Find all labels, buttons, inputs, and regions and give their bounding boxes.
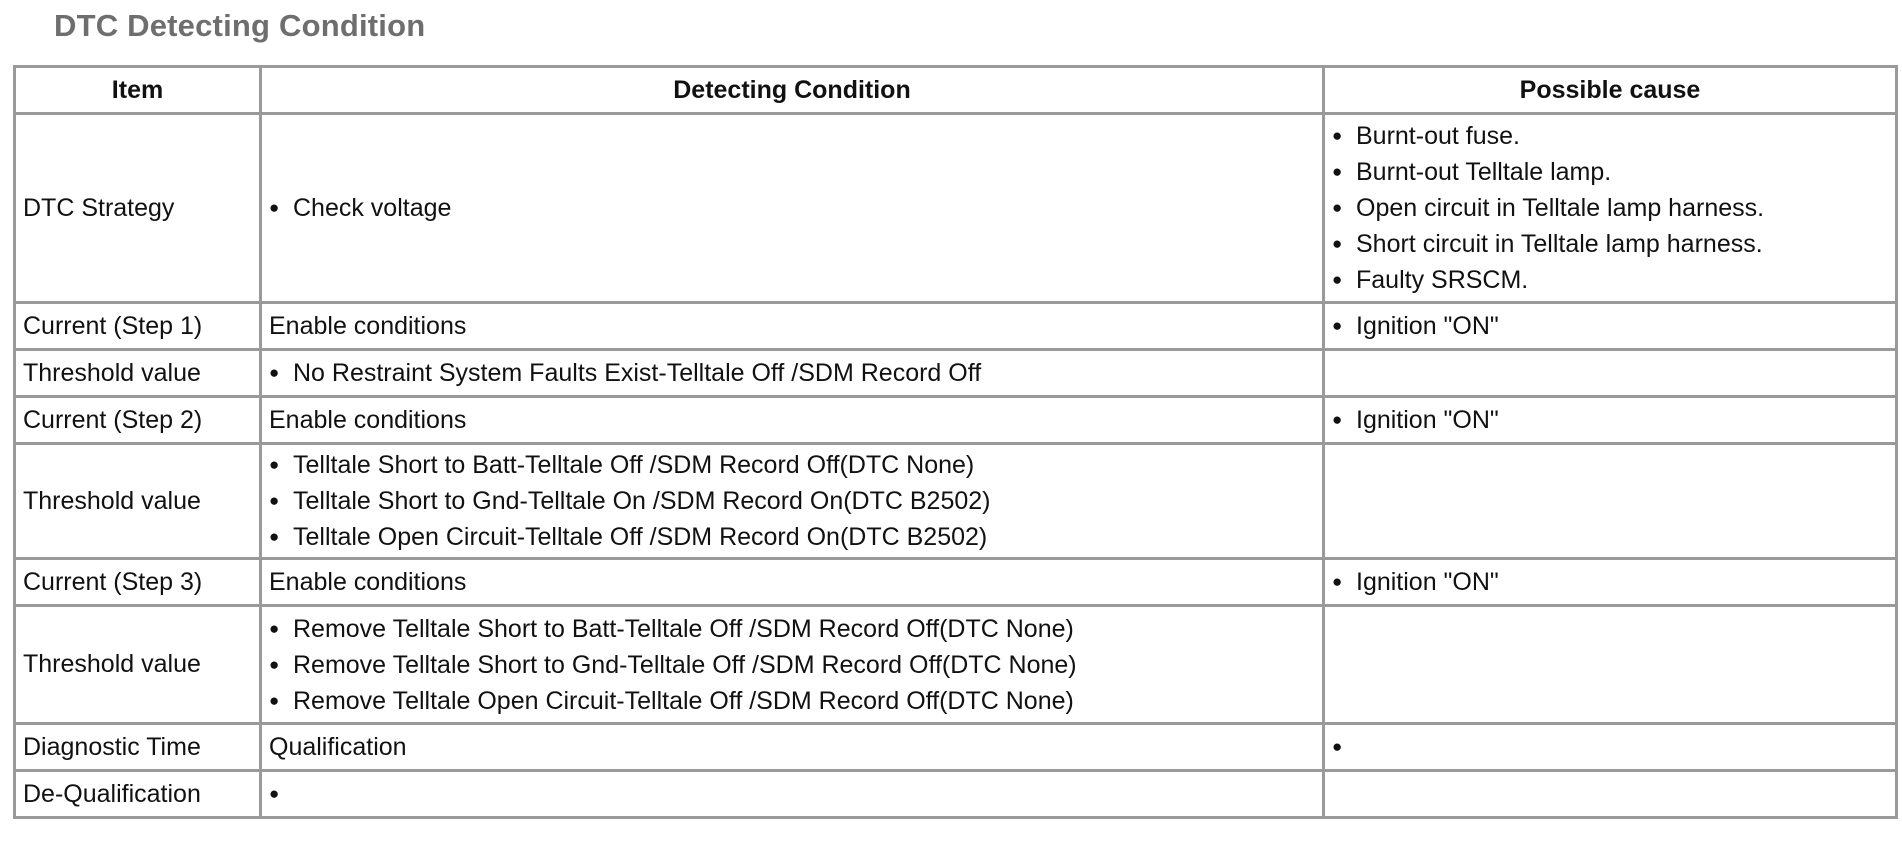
- page-title: DTC Detecting Condition: [54, 8, 426, 43]
- cause-bullet: ● Ignition "ON": [1332, 564, 1888, 600]
- condition-cell: Qualification: [261, 724, 1324, 771]
- bullet-icon: [269, 780, 279, 808]
- condition-cell: [261, 350, 1324, 397]
- condition-bullet: ● Check voltage: [269, 190, 1315, 226]
- header-detecting-condition: Detecting Condition: [261, 67, 1324, 114]
- item-cell: Threshold value: [15, 444, 261, 559]
- condition-bullet: ● No Restraint System Faults Exist-Telltale Off /SDM Record Off: [269, 355, 1315, 391]
- condition-cell: [261, 444, 1324, 559]
- table-row: [15, 771, 1897, 818]
- condition-cell: [261, 606, 1324, 724]
- table-header-row: [15, 67, 1897, 114]
- item-cell: Diagnostic Time: [15, 724, 261, 771]
- cause-bullet: ● Open circuit in Telltale lamp harness.: [1332, 190, 1888, 226]
- cause-cell: [1324, 397, 1897, 444]
- cause-bullet: ● Short circuit in Telltale lamp harness.: [1332, 226, 1888, 262]
- cause-bullet: ● Ignition "ON": [1332, 308, 1888, 344]
- item-cell: De-Qualification: [15, 771, 261, 818]
- item-cell: Current (Step 2): [15, 397, 261, 444]
- table-row: [15, 303, 1897, 350]
- condition-bullet: ● Telltale Short to Gnd-Telltale On /SDM Record On(DTC B2502): [269, 483, 1315, 519]
- bullet-icon: [1332, 733, 1342, 761]
- item-cell: Current (Step 3): [15, 559, 261, 606]
- condition-bullet: ● Remove Telltale Open Circuit-Telltale Off /SDM Record Off(DTC None): [269, 683, 1315, 719]
- cause-cell: [1324, 606, 1897, 724]
- cause-cell: [1324, 771, 1897, 818]
- condition-bullet: ● Telltale Short to Batt-Telltale Off /SDM Record Off(DTC None): [269, 447, 1315, 483]
- condition-cell: [261, 114, 1324, 303]
- table-row: [15, 397, 1897, 444]
- cause-cell: [1324, 303, 1897, 350]
- cause-cell: [1324, 350, 1897, 397]
- cause-cell: [1324, 444, 1897, 559]
- condition-bullet: ● Remove Telltale Short to Gnd-Telltale Off /SDM Record Off(DTC None): [269, 647, 1315, 683]
- item-cell: Current (Step 1): [15, 303, 261, 350]
- table-row: [15, 724, 1897, 771]
- condition-cell: Enable conditions: [261, 397, 1324, 444]
- cause-bullet: ● Faulty SRSCM.: [1332, 262, 1888, 298]
- cause-cell: [1324, 114, 1897, 303]
- item-cell: Threshold value: [15, 606, 261, 724]
- cause-bullet: ● Burnt-out fuse.: [1332, 118, 1888, 154]
- header-possible-cause: Possible cause: [1324, 67, 1897, 114]
- item-cell: Threshold value: [15, 350, 261, 397]
- condition-bullet: ● Remove Telltale Short to Batt-Telltale Off /SDM Record Off(DTC None): [269, 611, 1315, 647]
- cause-cell: [1324, 724, 1897, 771]
- table-row: [15, 350, 1897, 397]
- condition-cell: Enable conditions: [261, 303, 1324, 350]
- cause-bullet: ● Burnt-out Telltale lamp.: [1332, 154, 1888, 190]
- table-row: [15, 444, 1897, 559]
- dtc-table: [13, 65, 1898, 819]
- table-row: [15, 606, 1897, 724]
- item-cell: DTC Strategy: [15, 114, 261, 303]
- header-item: Item: [15, 67, 261, 114]
- table-row: [15, 114, 1897, 303]
- cause-cell: [1324, 559, 1897, 606]
- condition-cell: [261, 771, 1324, 818]
- table-row: [15, 559, 1897, 606]
- cause-bullet: ● Ignition "ON": [1332, 402, 1888, 438]
- condition-bullet: ● Telltale Open Circuit-Telltale Off /SDM Record On(DTC B2502): [269, 519, 1315, 555]
- condition-cell: Enable conditions: [261, 559, 1324, 606]
